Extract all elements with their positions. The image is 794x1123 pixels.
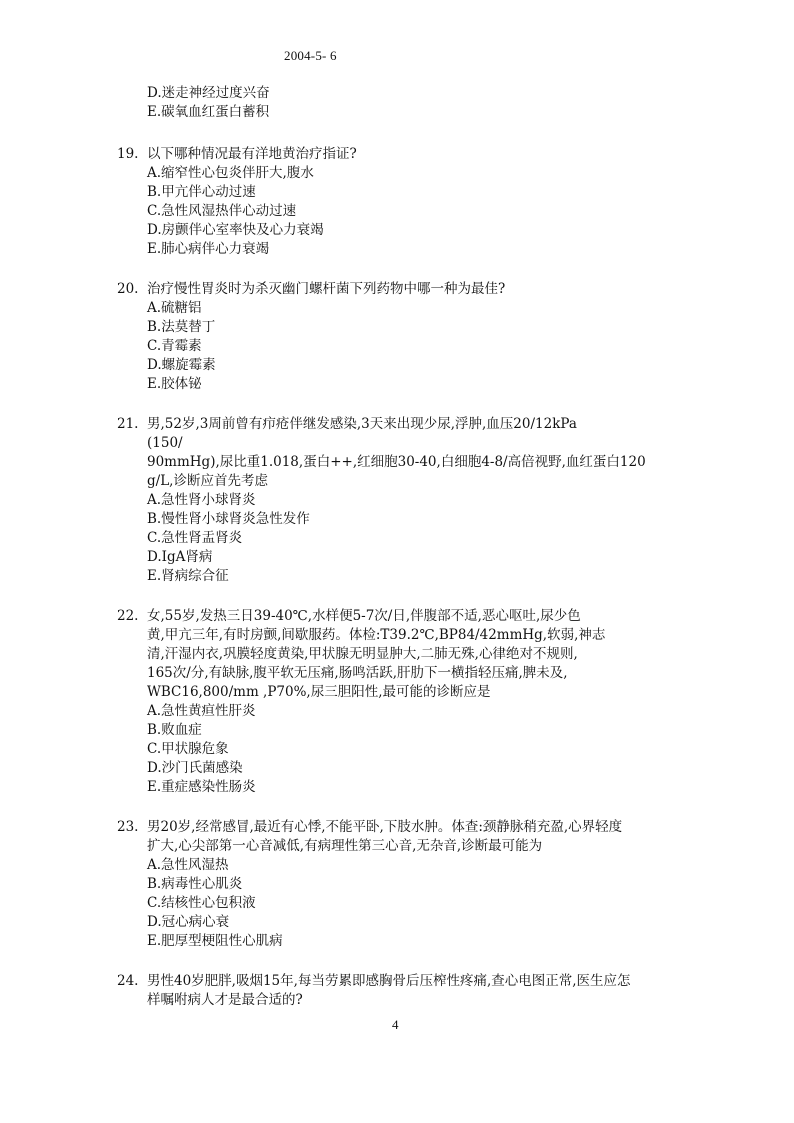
option-line: C.急性风湿热伴心动过速 (147, 203, 297, 219)
header-date: 2004-5- 6 (284, 48, 337, 63)
page-number: 4 (392, 1017, 399, 1032)
question-number: 19. (117, 146, 139, 162)
option-line: A.硫糖铝 (147, 300, 202, 316)
question-number: 21. (117, 416, 139, 432)
option-line: A.急性黄疸性肝炎 (147, 703, 256, 719)
question-stem: 男,52岁,3周前曾有疖疮伴继发感染,3天来出现少尿,浮肿,血压20/12kPa (147, 416, 577, 432)
option-line: B.法莫替丁 (147, 319, 216, 335)
option-line: D.IgA肾病 (147, 549, 213, 565)
question-number: 23. (117, 819, 139, 835)
question-stem: 黄,甲亢三年,有时房颤,间歇服药。体检:T39.2℃,BP84/42mmHg,软弱,神志 (147, 627, 606, 643)
question-stem: g/L,诊断应首先考虑 (147, 473, 268, 489)
option-line: D.沙门氏菌感染 (147, 760, 243, 776)
question-stem: 165次/分,有缺脉,腹平软无压痛,肠鸣活跃,肝肋下一横指轻压痛,脾未及, (147, 665, 568, 681)
option-line: D.迷走神经过度兴奋 (147, 85, 270, 101)
option-line: A.缩窄性心包炎伴肝大,腹水 (147, 165, 314, 181)
question-stem: WBC16,800/mm ,P70%,尿三胆阳性,最可能的诊断应是 (147, 684, 491, 700)
option-line: E.肺心病伴心力衰竭 (147, 241, 270, 257)
option-line: E.肥厚型梗阻性心肌病 (147, 933, 283, 949)
question-stem: (150/ (147, 435, 183, 451)
question-stem: 扩大,心尖部第一心音减低,有病理性第三心音,无杂音,诊断最可能为 (147, 838, 543, 854)
option-line: E.胶体铋 (147, 376, 202, 392)
question-number: 22. (117, 608, 139, 624)
option-line: D.螺旋霉素 (147, 357, 216, 373)
option-line: E.肾病综合征 (147, 568, 229, 584)
option-line: E.碳氧血红蛋白蓄积 (147, 104, 270, 120)
option-line: C.结核性心包积液 (147, 895, 256, 911)
question-number: 20. (117, 281, 139, 297)
question-stem: 男性40岁肥胖,吸烟15年,每当劳累即感胸骨后压榨性疼痛,查心电图正常,医生应怎 (147, 973, 631, 989)
question-stem: 90mmHg),尿比重1.018,蛋白++,红细胞30-40,白细胞4-8/高倍视野,血红蛋白120 (147, 454, 646, 470)
option-line: C.甲状腺危象 (147, 741, 229, 757)
question-stem: 男20岁,经常感冒,最近有心悸,不能平卧,下肢水肿。体查:颈静脉稍充盈,心界轻度 (147, 819, 623, 835)
question-stem: 清,汗湿内衣,巩膜轻度黄染,甲状腺无明显肿大,二肺无殊,心律绝对不规则, (147, 646, 578, 662)
option-line: B.甲亢伴心动过速 (147, 184, 256, 200)
question-number: 24. (117, 973, 139, 989)
option-line: B.慢性肾小球肾炎急性发作 (147, 511, 310, 527)
question-stem: 女,55岁,发热三日39-40℃,水样便5-7次/日,伴腹部不适,恶心呕吐,尿少色 (147, 608, 581, 624)
option-line: A.急性风湿热 (147, 857, 229, 873)
option-line: C.青霉素 (147, 338, 202, 354)
question-stem: 样嘱咐病人才是最合适的? (147, 992, 303, 1008)
option-line: A.急性肾小球肾炎 (147, 492, 256, 508)
option-line: D.房颤伴心室率快及心力衰竭 (147, 222, 324, 238)
option-line: E.重症感染性肠炎 (147, 779, 256, 795)
option-line: D.冠心病心衰 (147, 914, 230, 930)
question-stem: 治疗慢性胃炎时为杀灭幽门螺杆菌下列药物中哪一种为最佳? (147, 281, 506, 297)
question-stem: 以下哪种情况最有洋地黄治疗指证? (147, 146, 357, 162)
option-line: B.病毒性心肌炎 (147, 876, 243, 892)
option-line: B.败血症 (147, 722, 202, 738)
option-line: C.急性肾盂肾炎 (147, 530, 243, 546)
